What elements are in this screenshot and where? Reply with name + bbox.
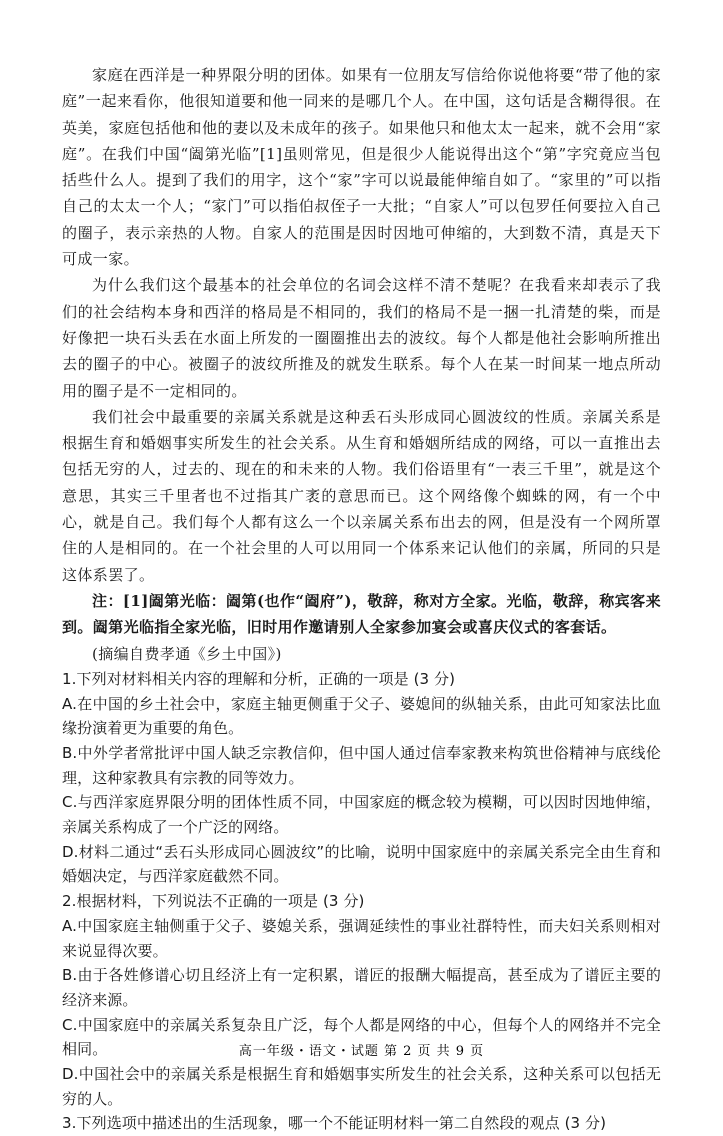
- question-stem: 1.下列对材料相关内容的理解和分析，正确的一项是 (3 分): [62, 669, 456, 688]
- question-3: [62, 1111, 661, 1136]
- question-2: [62, 889, 661, 1111]
- page-footer: 高一年级・语文・试题 第 2 页 共 9 页: [238, 1044, 485, 1059]
- option-d: D.材料二通过“丢石头形成同心圆波纹”的比喻，说明中国家庭中的亲属关系完全由生育和婚姻决定，与西洋家庭截然不同。: [62, 842, 661, 886]
- option-a: A.中国家庭主轴侧重于父子、婆媳关系，强调延续性的事业社群特性，而夫妇关系则相对来说显得次要。: [62, 916, 661, 960]
- option-a: A.在中国的乡土社会中，家庭主轴更侧重于父子、婆媳间的纵轴关系，由此可知家法比血缘扮演着更为重要的角色。: [62, 694, 661, 738]
- option-b: B.由于各姓修谱心切且经济上有一定积累，谱匠的报酬大幅提高，甚至成为了谱匠主要的经济来源。: [62, 966, 661, 1009]
- reading-passage: [62, 62, 661, 667]
- passage-paragraph-2: 为什么我们这个最基本的社会单位的名词会这样不清不楚呢？在我看来却表示了我们的社会结构本身和西洋的格局是不相同的，我们的格局不是一捆一扎清楚的柴，而是好像把一块石头丢在水面上所发的一圈圈推出去的波纹。每个人都是他社会影响所推出去的圈子的中心。被圈子的波纹所推及的就发生联系。每个人在某一时间某一地点所动用的圈子是不一定相同的。: [62, 276, 661, 400]
- footnote: 注：[1]阖第光临：阖第(也作“阖府”)，敬辞，称对方全家。光临，敬辞，称宾客来到。阖第光临指全家光临，旧时用作邀请别人全家参加宴会或喜庆仪式的客套话。: [62, 591, 661, 637]
- question-stem: 2.根据材料，下列说法不正确的一项是 (3 分): [62, 892, 365, 911]
- question-stem: 3.下列选项中描述出的生活现象，哪一个不能证明材料一第二自然段的观点 (3 分): [62, 1114, 607, 1133]
- option-b: B.中外学者常批评中国人缺乏宗教信仰，但中国人通过信奉家教来构筑世俗精神与底线伦理，这种家教具有宗教的同等效力。: [62, 743, 661, 787]
- passage-paragraph-3: 我们社会中最重要的亲属关系就是这种丢石头形成同心圆波纹的性质。亲属关系是根据生育和婚姻事实所发生的社会关系。从生育和婚姻所结成的网络，可以一直推出去包括无穷的人，过去的、现在的和未来的人物。我们俗语里有“一表三千里”，就是这个意思，其实三千里者也不过指其广袤的意思而已。这个网络像个蜘蛛的网，有一个中心，就是自己。我们每个人都有这么一个以亲属关系布出去的网，但是没有一个网所罩住的人是相同的。在一个社会里的人可以用同一个体系来记认他们的亲属，所同的只是这体系罢了。: [62, 407, 661, 584]
- question-1: [62, 667, 661, 889]
- source-citation: (摘编自费孝通《乡土中国》): [92, 644, 282, 663]
- option-c: C.中国家庭中的亲属关系复杂且广泛，每个人都是网络的中心，但每个人的网络并不完全相同。: [62, 1015, 661, 1059]
- passage-paragraph-1: 家庭在西洋是一种界限分明的团体。如果有一位朋友写信给你说他将要“带了他的家庭”一起来看你，他很知道要和他一同来的是哪几个人。在中国，这句话是含糊得很。在英美，家庭包括他和他的妻以及未成年的孩子。如果他只和他太太一起来，就不会用“家庭”。在我们中国“阖第光临”[1]虽则常见，但是很少人能说得出这个“第”字究竟应当包括些什么人。提到了我们的用字，这个“家”字可以说最能伸缩自如了。“家里的”可以指自己的太太一个人；“家门”可以指伯叔侄子一大批；“自家人”可以包罗任何要拉入自己的圈子，表示亲热的人物。自家人的范围是因时因地可伸缩的，大到数不清，真是天下可成一家。: [62, 66, 661, 269]
- option-c: C.与西洋家庭界限分明的团体性质不同，中国家庭的概念较为模糊，可以因时因地伸缩，亲属关系构成了一个广泛的网络。: [62, 793, 661, 837]
- option-d: D.中国社会中的亲属关系是根据生育和婚姻事实所发生的社会关系，这种关系可以包括无穷的人。: [62, 1065, 661, 1108]
